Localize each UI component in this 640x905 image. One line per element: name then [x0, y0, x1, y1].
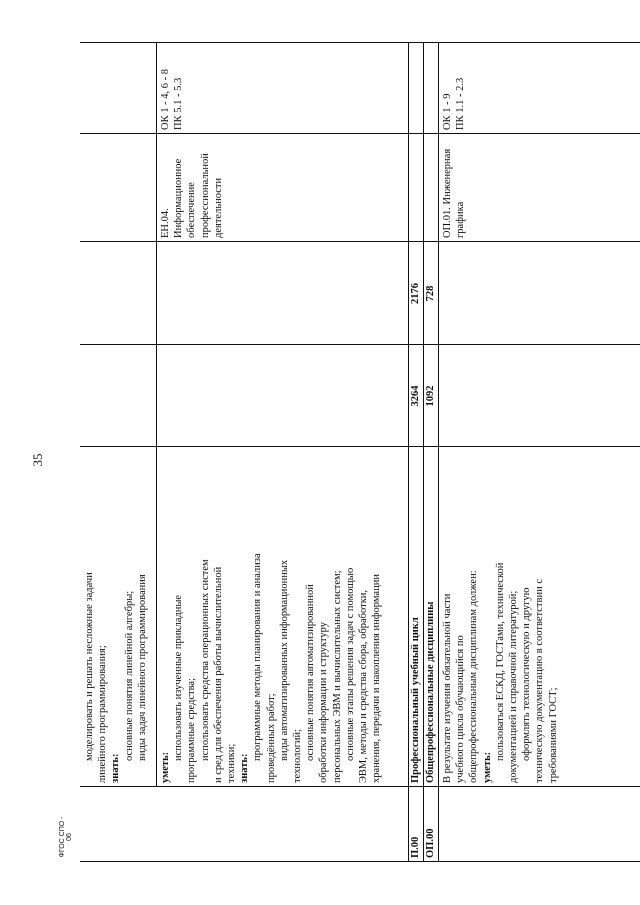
page-number: 35: [30, 453, 45, 467]
text-line: основные понятия автоматизированной: [305, 584, 317, 761]
row-en04-competencies: [156, 42, 408, 134]
text-line: программные методы планирования и анализа: [252, 553, 264, 761]
text-line: обеспечение: [186, 182, 198, 238]
text-line: документацией и справочной литературой;: [508, 590, 520, 783]
table-border: [80, 241, 640, 242]
text-line: профессиональной: [199, 153, 211, 238]
text-line: ПК 5.1 - 5.3: [173, 77, 185, 130]
row-op00-required: 728: [425, 285, 436, 302]
row-p00-required: 2176: [410, 283, 421, 304]
text-line: хранения, передачи и накопления информации: [371, 574, 383, 783]
table-border: [80, 344, 640, 345]
row-op00-title: Общепрофессиональные дисциплины: [425, 601, 436, 783]
text-line: ОК 1 - 9: [442, 93, 453, 130]
text-line: линейного программирования;: [97, 645, 109, 783]
text-line: использовать изученные прикладные: [173, 594, 185, 761]
row-en04-discipline: [156, 134, 408, 242]
text-line: виды автоматизированных информационных: [278, 559, 290, 761]
text-line: ОП.01. Инженерная: [442, 148, 453, 238]
text-line: требованиями ГОСТ;: [547, 687, 559, 783]
text-line: основные этапы решения задач с помощью: [344, 567, 356, 761]
text-line: оформлять технологическую и другую: [521, 587, 533, 761]
row-op00-code: ОП.00: [425, 828, 436, 858]
table-border: [438, 42, 439, 862]
text-line: техники;: [226, 743, 238, 783]
row-op01-description: [438, 447, 640, 787]
text-line: обработки информации и структуру: [318, 622, 330, 783]
text-line: и сред для обеспечения работы вычислительной: [212, 566, 224, 783]
table-border: [80, 133, 640, 134]
table-border: [408, 42, 409, 862]
text-line: уметь:: [481, 751, 493, 783]
row-p00-code: П.00: [410, 836, 421, 858]
text-line: моделировать и решать несложные задачи: [84, 572, 95, 761]
row-op01-competencies: [438, 42, 640, 134]
table-border: [423, 42, 424, 862]
text-line: виды задач линейного программирования: [136, 574, 148, 761]
text-line: графика: [455, 201, 467, 238]
row-op00-max-load: 1092: [425, 385, 436, 407]
text-line: ОК 1 - 4, 6 - 8: [160, 69, 171, 130]
text-line: технологий;: [292, 728, 304, 783]
text-line: В результате изучения обязательной части: [442, 593, 453, 783]
curriculum-table: [80, 42, 640, 862]
row-en04-description: [156, 447, 408, 787]
table-border: [80, 861, 640, 862]
text-line: уметь:: [160, 751, 171, 783]
text-line: знать:: [239, 753, 251, 783]
text-line: проведённых работ;: [265, 693, 277, 783]
row-continuation-description: [80, 447, 156, 787]
row-p00-title: Профессиональный учебный цикл: [410, 617, 421, 783]
table-border: [156, 42, 157, 787]
text-line: пользоваться ЕСКД, ГОСТами, технической: [494, 562, 506, 761]
row-op01-discipline: [438, 134, 640, 242]
text-line: учебного цикла обучающийся по: [455, 635, 467, 783]
text-line: знать:: [110, 753, 122, 783]
text-line: основные понятия линейной алгебры;: [123, 590, 135, 761]
text-line: деятельности: [212, 177, 224, 238]
table-border: [80, 786, 640, 787]
table-border: [80, 446, 640, 447]
text-line: программные средства;: [186, 677, 198, 783]
footer-label: ФГОС СПО - 06: [59, 816, 73, 858]
text-line: ПК 1.1 - 2.3: [455, 77, 467, 130]
text-line: общепрофессиональным дисциплинам должен:: [468, 570, 480, 783]
table-border: [80, 42, 640, 43]
text-line: ЕН.04.: [160, 208, 171, 238]
text-line: ЭВМ, методы и средства сбора, обработки,: [358, 589, 370, 783]
text-line: персональных ЭВМ и вычислительных систем;: [331, 570, 343, 783]
text-line: техническую документацию в соответствии с: [534, 579, 546, 783]
text-line: использовать средства операционных систем: [199, 559, 211, 761]
text-line: Информационное: [173, 158, 185, 238]
row-p00-max-load: 3264: [410, 385, 421, 407]
